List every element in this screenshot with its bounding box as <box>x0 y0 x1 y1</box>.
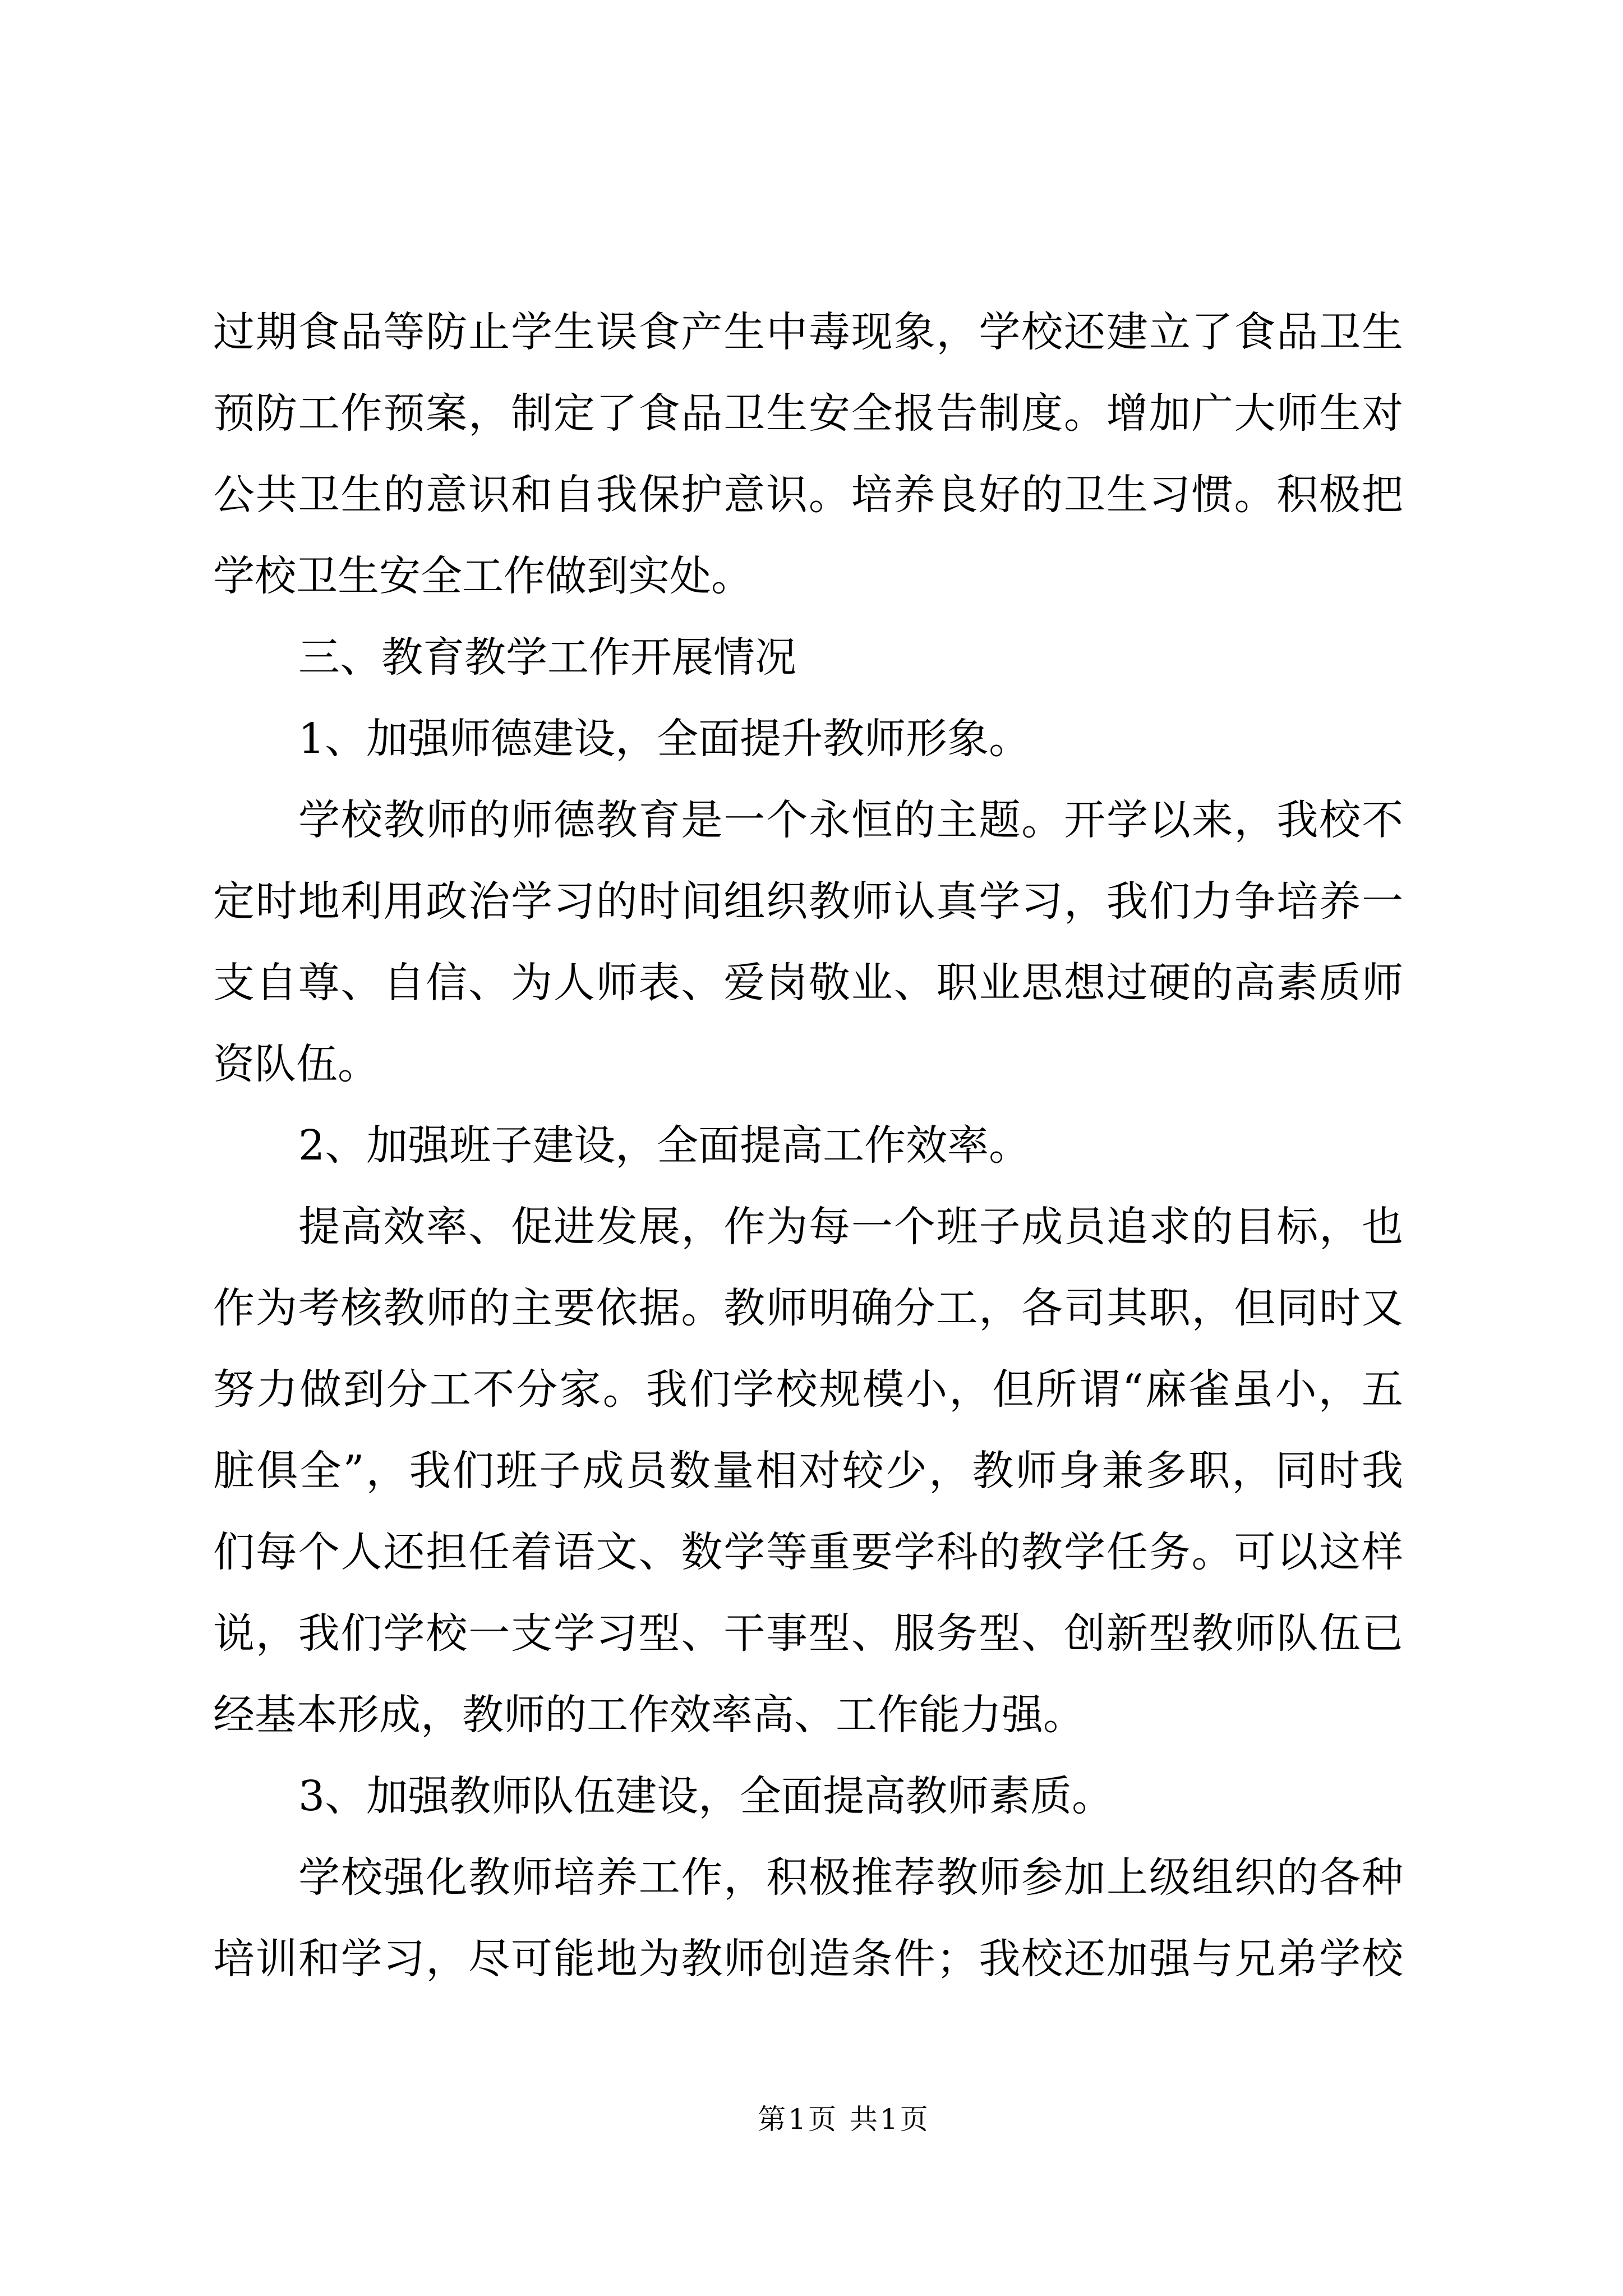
document-body <box>213 292 1403 2000</box>
text-line: 定时地利用政治学习的时间组织教师认真学习，我们力争培养一 <box>213 877 1403 926</box>
text-line: 作为考核教师的主要依据。教师明确分工，各司其职，但同时又 <box>213 1284 1403 1332</box>
text-line: 提高效率、促进发展，作为每一个班子成员追求的目标，也 <box>298 1203 1403 1251</box>
paragraph <box>213 1186 1403 1756</box>
text-line: 预防工作预案，制定了食品卫生安全报告制度。增加广大师生对 <box>213 389 1403 438</box>
text-line: 学校强化教师培养工作，积极推荐教师参加上级组织的各种 <box>298 1853 1403 1902</box>
paragraph <box>213 1837 1403 2000</box>
subheading-2 <box>213 1105 1403 1186</box>
text-line: 经基本形成，教师的工作效率高、工作能力强。 <box>213 1691 1085 1739</box>
text-line: 说，我们学校一支学习型、干事型、服务型、创新型教师队伍已 <box>213 1609 1403 1658</box>
text-line: 资队伍。 <box>213 1040 379 1088</box>
section-heading-text: 三、教育教学工作开展情况 <box>298 633 796 682</box>
text-line: 学校教师的师德教育是一个永恒的主题。开学以来，我校不 <box>298 796 1403 844</box>
subheading-text: 1、加强师德建设，全面提升教师形象。 <box>298 715 1031 763</box>
subheading-text: 2、加强班子建设，全面提高工作效率。 <box>298 1121 1031 1170</box>
text-line: 公共卫生的意识和自我保护意识。培养良好的卫生习惯。积极把 <box>213 471 1403 519</box>
text-line: 培训和学习，尽可能地为教师创造条件；我校还加强与兄弟学校 <box>213 1935 1403 1983</box>
subheading-text: 3、加强教师队伍建设，全面提高教师素质。 <box>298 1772 1114 1820</box>
text-line: 过期食品等防止学生误食产生中毒现象，学校还建立了食品卫生 <box>213 308 1403 356</box>
text-line: 们每个人还担任着语文、数学等重要学科的教学任务。可以这样 <box>213 1528 1403 1576</box>
subheading-1 <box>213 698 1403 780</box>
subheading-3 <box>213 1756 1403 1837</box>
page-number-footer: 第1页 共1页 <box>758 2103 930 2136</box>
continued-paragraph <box>213 292 1403 617</box>
paragraph <box>213 780 1403 1105</box>
text-line: 努力做到分工不分家。我们学校规模小，但所谓“麻雀虽小，五 <box>213 1365 1403 1414</box>
text-line: 学校卫生安全工作做到实处。 <box>213 552 753 600</box>
text-line: 脏俱全”，我们班子成员数量相对较少，教师身兼多职，同时我 <box>213 1447 1403 1495</box>
text-line: 支自尊、自信、为人师表、爱岗敬业、职业思想过硬的高素质师 <box>213 959 1403 1007</box>
section-heading <box>213 617 1403 698</box>
